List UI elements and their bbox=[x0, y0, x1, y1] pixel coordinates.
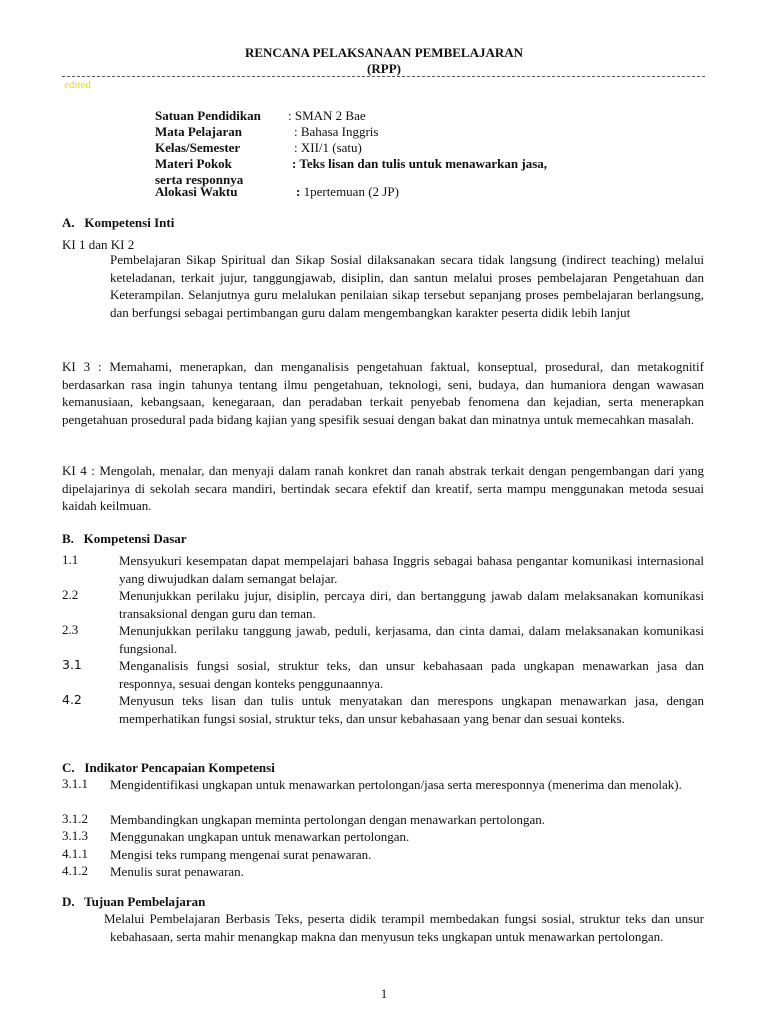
indikator-number: 4.1.2 bbox=[62, 863, 88, 878]
value-materi-pokok: : Teks lisan dan tulis untuk menawarkan jasa, bbox=[292, 156, 548, 171]
kd-text: Menganalisis fungsi sosial, struktur teks, dan unsur kebahasaan pada ungkapan menawarkan jasa dan responnya, sesuai dengan konteks penggunaannya. bbox=[119, 658, 704, 691]
ki4-block bbox=[62, 462, 704, 515]
indikator-number: 3.1.3 bbox=[62, 828, 88, 843]
value-mata-pelajaran: : Bahasa Inggris bbox=[294, 124, 379, 139]
ki12-label: KI 1 dan KI 2 bbox=[62, 237, 135, 252]
indikator-text: Membandingkan ungkapan meminta pertolongan dengan menawarkan pertolongan. bbox=[110, 812, 546, 827]
document-title: RENCANA PELAKSANAAN PEMBELAJARAN bbox=[244, 45, 524, 60]
indikator-text: Menggunakan ungkapan untuk menawarkan pertolongan. bbox=[110, 829, 410, 844]
indikator-text: Menulis surat penawaran. bbox=[110, 864, 244, 879]
alokasi-text: 1pertemuan (2 JP) bbox=[300, 184, 399, 199]
value-alokasi-waktu bbox=[296, 184, 399, 200]
kd-text: Menyusun teks lisan dan tulis untuk menyatakan dan merespons ungkapan menawarkan jasa, dengan memperhatikan fungsi sosial, struktur teks, dan unsur kebahasaan yang benar dan sesuai konteks. bbox=[119, 693, 704, 726]
value-satuan-pendidikan: : SMAN 2 Bae bbox=[288, 108, 366, 123]
kd-number: 2.2 bbox=[62, 587, 79, 602]
label-alokasi-waktu: Alokasi Waktu bbox=[155, 184, 238, 199]
heading-kompetensi-inti: A. Kompetensi Inti bbox=[62, 215, 175, 230]
ki3-block bbox=[62, 358, 704, 428]
ki4-text: Mengolah, menalar, dan menyaji dalam ranah konkret dan ranah abstrak terkait dengan pengembangan dari yang dipelajarinya di sekolah secara mandiri, bertindak secara efektif dan kreatif, serta mampu menggunakan metoda sesuai kaidah keilmuan. bbox=[62, 463, 704, 513]
kd-text: Mensyukuri kesempatan dapat mempelajari bahasa Inggris sebagai bahasa pengantar komunikasi internasional yang diwujudkan dalam semangat belajar. bbox=[119, 553, 704, 586]
heading-kompetensi-dasar: B. Kompetensi Dasar bbox=[62, 531, 187, 546]
ki3-text: Memahami, menerapkan, dan menganalisis pengetahuan faktual, konseptual, prosedural, dan metakognitif berdasarkan rasa ingin tahunya tentang ilmu pengetahuan, teknologi, seni, budaya, dan humaniora dengan wawasan kemanusiaan, kebangsaan, kenegaraan, dan peradaban terkait penyebab fenomena dan kejadian, serta menerapkan pengetahuan prosedural pada bidang kajian yang spesifik sesuai dengan bakat dan minatnya untuk memecahkan masalah. bbox=[62, 359, 704, 427]
indikator-number: 4.1.1 bbox=[62, 846, 88, 861]
label-satuan-pendidikan: Satuan Pendidikan bbox=[155, 108, 261, 123]
ki4-label: KI 4 : bbox=[62, 463, 100, 478]
heading-tujuan: D. Tujuan Pembelajaran bbox=[62, 894, 206, 909]
ki12-paragraph: Pembelajaran Sikap Spiritual dan Sikap Sosial dilaksanakan secara tidak langsung (indirect teaching) melalui keteladanan, terkait jujur, tanggungjawab, disiplin, dan santun melalui proses pembelajaran Pengetahuan dan Keterampilan. Selanjutnya guru melalukan penilaian sikap tersebut sepanjang proses pembelajaran berlangsung, dan berfungsi sebagai pertimbangan guru dalam mengembangkan karakter peserta didik lebih lanjut bbox=[110, 252, 704, 320]
indikator-text: Mengidentifikasi ungkapan untuk menawarkan pertolongan/jasa serta meresponnya (menerima dan menolak). bbox=[110, 777, 682, 792]
kd-number: 3.1 bbox=[62, 657, 82, 672]
kd-text: Menunjukkan perilaku jujur, disiplin, percaya diri, dan bertanggung jawab dalam melaksanakan komunikasi transaksional dengan guru dan teman. bbox=[119, 588, 704, 621]
indikator-number: 3.1.1 bbox=[62, 776, 88, 791]
tujuan-paragraph: Melalui Pembelajaran Berbasis Teks, peserta didik terampil membedakan fungsi sosial, struktur teks dan unsur kebahasaan, serta mahir menangkap makna dan menyusun teks ungkapan untuk menawarkan pertolongan. bbox=[104, 911, 704, 944]
label-mata-pelajaran: Mata Pelajaran bbox=[155, 124, 243, 139]
label-kelas-semester: Kelas/Semester bbox=[155, 140, 241, 155]
indikator-text: Mengisi teks rumpang mengenai surat penawaran. bbox=[110, 847, 372, 862]
indikator-number: 3.1.2 bbox=[62, 811, 88, 826]
heading-indikator: C. Indikator Pencapaian Kompetensi bbox=[62, 760, 275, 775]
label-serta-responnya: serta responnya bbox=[155, 172, 244, 187]
kd-number: 1.1 bbox=[62, 552, 79, 567]
document-subtitle: (RPP) bbox=[367, 61, 401, 76]
kd-text: Menunjukkan perilaku tanggung jawab, peduli, kerjasama, dan cinta damai, dalam melaksanakan komunikasi fungsional. bbox=[119, 623, 704, 656]
page-number: 1 bbox=[380, 986, 388, 1001]
kd-number: 2.3 bbox=[62, 622, 79, 637]
label-materi-pokok: Materi Pokok bbox=[155, 156, 232, 171]
kd-number: 4.2 bbox=[62, 692, 82, 707]
value-kelas-semester: : XII/1 (satu) bbox=[294, 140, 362, 155]
alokasi-colon: : bbox=[296, 184, 301, 199]
ki3-label: KI 3 : bbox=[62, 359, 110, 374]
edited-watermark: edited bbox=[64, 79, 91, 91]
header-divider bbox=[62, 76, 705, 77]
